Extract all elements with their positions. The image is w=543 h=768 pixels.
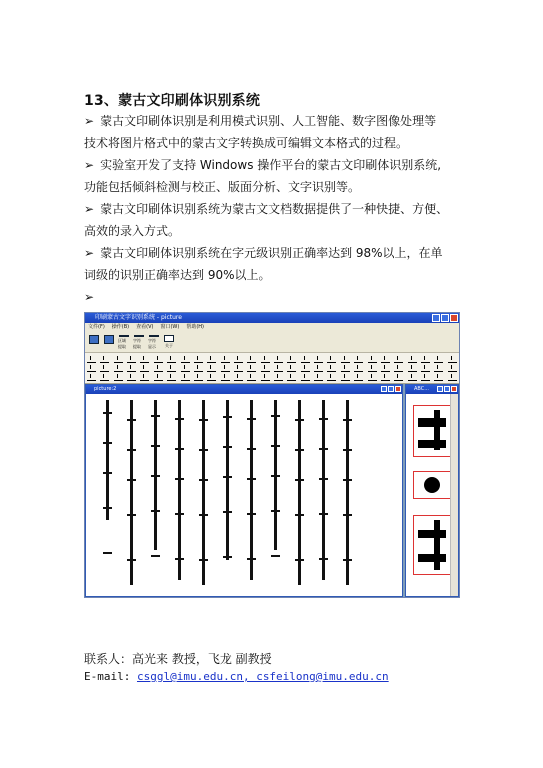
save-tool <box>103 335 115 349</box>
bullet-2-line-1: 实验室开发了支持 Windows 操作平台的蒙古文印刷体识别系统, <box>100 158 442 172</box>
maximize-icon <box>388 386 394 392</box>
picture-window-titlebar: picture:2 <box>86 385 402 394</box>
recognized-glyph-2 <box>413 471 451 499</box>
bullet-4-line-1: 蒙古文印刷体识别系统在字元级识别正确率达到 98%以上，在单 <box>100 246 443 260</box>
bullet-arrow-icon: ➢ <box>84 202 95 216</box>
minimize-icon <box>432 314 440 322</box>
ocr-app-screenshot <box>84 312 460 598</box>
bullet-3-line-1: 蒙古文印刷体识别系统为蒙古文文档数据提供了一种快捷、方便、 <box>100 202 449 216</box>
bullet-paragraph-4 <box>84 242 464 286</box>
open-tool <box>88 335 100 349</box>
picture-window <box>85 384 403 597</box>
maximize-icon <box>444 386 450 392</box>
app-title: 印刷蒙古文字识别系统 - picture <box>95 314 182 321</box>
close-icon <box>450 314 458 322</box>
about-tool: 关于 <box>163 335 175 349</box>
email-label: E-mail: <box>84 670 131 683</box>
close-icon <box>451 386 457 392</box>
contact-persons: 联系人：高光来 教授，飞龙 副教授 <box>84 652 272 666</box>
mongolian-glyph-palette <box>85 353 459 384</box>
bullet-arrow-icon: ➢ <box>84 290 95 304</box>
bullet-1-line-1: 蒙古文印刷体识别是利用模式识别、人工智能、数字图像处理等 <box>100 114 437 128</box>
bullet-2-line-2: 功能包括倾斜检测与校正、版面分析、文字识别等。 <box>84 180 361 194</box>
menu-file: 文件(F) <box>88 324 105 330</box>
minimize-icon <box>381 386 387 392</box>
menu-help: 帮助(H) <box>186 324 204 330</box>
email-link[interactable]: csggl@imu.edu.cn, csfeilong@imu.edu.cn <box>136 670 389 683</box>
app-menubar <box>85 323 459 332</box>
bullet-arrow-icon: ➢ <box>84 246 95 260</box>
app-workspace <box>85 384 459 597</box>
extract-icon <box>134 335 144 337</box>
minimize-icon <box>437 386 443 392</box>
bullet-4-line-2: 词级的识别正确率达到 90%以上。 <box>84 268 271 282</box>
contact-block <box>84 650 389 686</box>
menu-view: 查看(V) <box>136 324 154 330</box>
bullet-paragraph-2 <box>84 154 464 198</box>
menu-window: 窗口(W) <box>160 324 180 330</box>
recognized-glyph-1 <box>413 405 451 457</box>
region-extract-tool: 区域 提取 <box>118 335 130 349</box>
maximize-icon <box>441 314 449 322</box>
result-scrollbar <box>450 394 458 596</box>
mongolian-text-scan <box>86 394 402 596</box>
section-heading: 13、蒙古文印刷体识别系统 <box>84 93 261 109</box>
menu-operate: 操作(B) <box>111 324 130 330</box>
bullet-paragraph-1 <box>84 110 464 154</box>
character-result-window <box>405 384 459 597</box>
bullet-arrow-icon: ➢ <box>84 158 95 172</box>
bullet-1-line-2: 技术将图片格式中的蒙古文字转换成可编辑文本格式的过程。 <box>84 136 409 150</box>
bullet-arrow-icon: ➢ <box>84 114 95 128</box>
email-row <box>84 668 389 686</box>
save-icon <box>104 335 114 344</box>
recognized-glyph-3 <box>413 515 451 575</box>
close-icon <box>395 386 401 392</box>
bullet-paragraph-5 <box>84 286 464 308</box>
result-window-titlebar: ABC... <box>406 385 458 394</box>
app-toolbar <box>85 332 459 353</box>
open-icon <box>89 335 99 344</box>
app-titlebar <box>85 313 459 323</box>
bullet-paragraph-3 <box>84 198 464 242</box>
display-icon <box>149 335 159 337</box>
region-icon <box>119 335 129 337</box>
char-extract-tool: 字符 提取 <box>133 335 145 349</box>
char-display-tool: 字符 显示 <box>148 335 160 349</box>
help-icon <box>164 335 174 342</box>
bullet-3-line-2: 高效的录入方式。 <box>84 224 181 238</box>
